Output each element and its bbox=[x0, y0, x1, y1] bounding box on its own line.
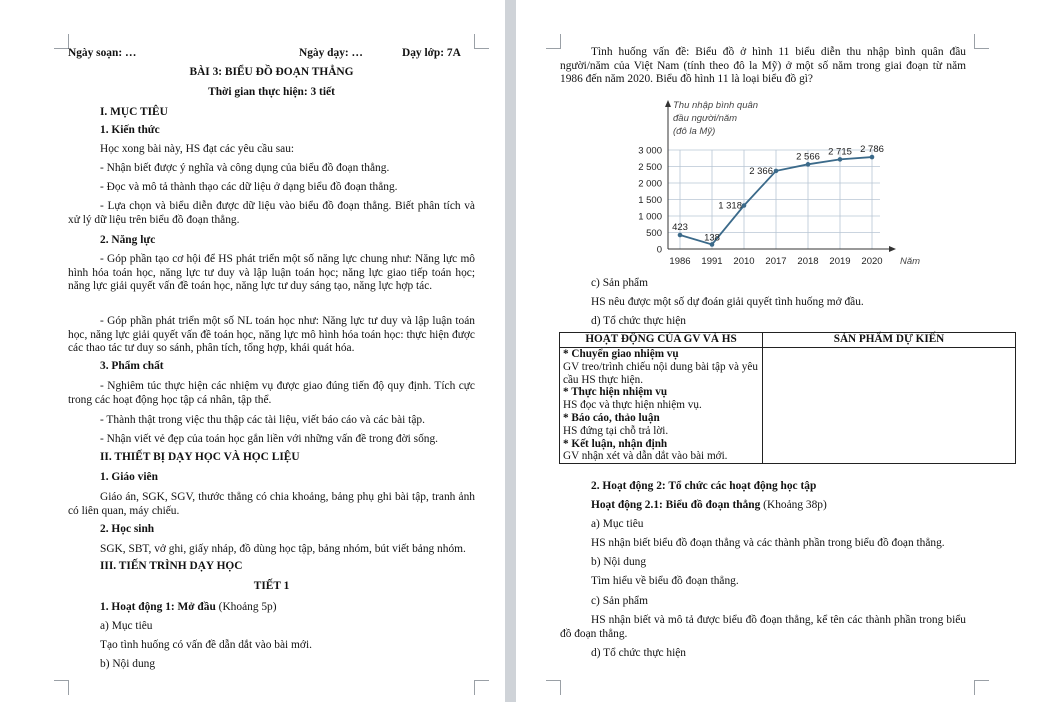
x-axis-arrow bbox=[889, 246, 896, 252]
crop-mark bbox=[474, 680, 489, 695]
activity-heading bbox=[591, 499, 827, 513]
data-label: 1 318 bbox=[718, 200, 742, 212]
data-label: 138 bbox=[704, 232, 720, 244]
item-label: d) Tổ chức thực hiện bbox=[591, 647, 687, 659]
x-tick-label: 2019 bbox=[829, 256, 851, 267]
x-tick-label: 1986 bbox=[669, 256, 691, 267]
item-label: c) Sản phẩm bbox=[591, 277, 648, 289]
y-axis-label: (đô la Mỹ) bbox=[673, 126, 716, 137]
paragraph: HS nhận biết biểu đồ đoạn thẳng và các thành phần trong biểu đồ đoạn thẳng. bbox=[591, 537, 945, 549]
activity-heading bbox=[100, 601, 277, 615]
crop-mark bbox=[974, 34, 989, 49]
document-page-right bbox=[516, 0, 1039, 702]
step-text: GV nhận xét và dẫn dắt vào bài mới. bbox=[563, 450, 728, 463]
list-item: - Góp phần phát triển một số NL toán học như: Năng lực tư duy và lập luận toán học, năng lực giải quyết vấn đề toán học, năng lực mô hình hóa toán học: thực hiện được các thao tác tư duy so sánh, phân tích, tổng hợp, khái quát hóa. bbox=[68, 315, 475, 354]
prep-date: Ngày soạn: … bbox=[68, 47, 137, 59]
paragraph: Học xong bài này, HS đạt các yêu cầu sau: bbox=[100, 143, 295, 155]
y-axis-label: đầu người/năm bbox=[673, 113, 738, 124]
subsection-heading: 2. Năng lực bbox=[100, 234, 156, 246]
data-label: 2 566 bbox=[796, 151, 820, 163]
crop-mark bbox=[54, 680, 69, 695]
activity-heading: 2. Hoạt động 2: Tổ chức các hoạt động học tập bbox=[591, 480, 817, 492]
activity-time: (Khoảng 5p) bbox=[215, 601, 277, 613]
lesson-title: BÀI 3: BIỂU ĐỒ ĐOẠN THẲNG bbox=[189, 66, 354, 78]
y-tick-label: 500 bbox=[646, 228, 662, 239]
step-text: HS đứng tại chỗ trả lời. bbox=[563, 424, 669, 437]
teach-date: Ngày dạy: … bbox=[299, 47, 363, 59]
income-line-chart bbox=[608, 96, 921, 268]
list-item: - Nhận biết được ý nghĩa và công dụng của biểu đồ đoạn thẳng. bbox=[100, 162, 390, 174]
paragraph: Tìm hiểu về biểu đồ đoạn thẳng. bbox=[591, 575, 739, 587]
step-title: * Chuyển giao nhiệm vụ bbox=[563, 348, 679, 360]
table-header: SẢN PHẨM DỰ KIẾN bbox=[763, 333, 1016, 348]
data-label: 423 bbox=[672, 222, 688, 234]
list-item: - Thành thật trong việc thu thập các tài liệu, viết báo cáo và các bài tập. bbox=[100, 414, 425, 426]
period-title: TIẾT 1 bbox=[253, 580, 290, 592]
activity-time: (Khoảng 38p) bbox=[760, 499, 827, 511]
data-label: 2 715 bbox=[828, 146, 852, 158]
x-tick-label: 2018 bbox=[797, 256, 819, 267]
data-point bbox=[678, 233, 683, 238]
step-title: * Báo cáo, thảo luận bbox=[563, 411, 660, 424]
lesson-duration: Thời gian thực hiện: 3 tiết bbox=[208, 86, 335, 98]
section-heading: III. TIẾN TRÌNH DẠY HỌC bbox=[100, 560, 243, 572]
list-item: - Lựa chọn và biểu diễn được dữ liệu vào biểu đồ đoạn thẳng. Biết phân tích và xử lý dữ liệu trên biểu đồ đoạn thẳng. bbox=[68, 200, 475, 226]
crop-mark bbox=[546, 34, 561, 49]
table-cell-empty bbox=[763, 348, 1016, 464]
table-row bbox=[560, 348, 1016, 464]
item-label: c) Sản phẩm bbox=[591, 595, 648, 607]
x-tick-label: 2020 bbox=[861, 256, 883, 267]
step-text: GV treo/trình chiếu nội dung bài tập và yêu cầu HS thực hiện. bbox=[563, 360, 758, 386]
crop-mark bbox=[54, 34, 69, 49]
activity-title: Hoạt động 2.1: Biểu đồ đoạn thẳng bbox=[591, 499, 761, 511]
situation-paragraph: Tình huống vấn đề: Biểu đồ ở hình 11 biểu diễn thu nhập bình quân đầu người/năm của Việt Nam (tính theo đô la Mỹ) ở một số năm trong giai đoạn từ năm 1986 đến năm 2020. Biểu đồ hình 11 là loại biểu đồ gì? bbox=[560, 46, 966, 85]
x-tick-label: 2010 bbox=[733, 256, 755, 267]
step-title: * Thực hiện nhiệm vụ bbox=[563, 386, 668, 399]
item-label: b) Nội dung bbox=[591, 556, 647, 568]
data-point bbox=[806, 162, 811, 167]
subsection-heading: 2. Học sinh bbox=[100, 523, 155, 535]
paragraph: Giáo án, SGK, SGV, thước thẳng có chia khoảng, bảng phụ ghi bài tập, tranh ảnh có liên quan, máy chiếu. bbox=[68, 491, 475, 517]
subsection-heading: 1. Kiến thức bbox=[100, 124, 160, 136]
step-title: * Kết luận, nhận định bbox=[563, 437, 668, 450]
activity-table bbox=[559, 332, 1016, 464]
list-item: - Nghiêm túc thực hiện các nhiệm vụ được giao đúng tiến độ quy định. Tích cực trong các hoạt động học tập cá nhân, tập thể. bbox=[68, 380, 475, 406]
section-heading: I. MỤC TIÊU bbox=[100, 106, 168, 118]
document-page-left bbox=[0, 0, 505, 702]
x-axis-label: Năm bbox=[900, 256, 921, 267]
table-header-row bbox=[560, 333, 1016, 348]
data-label: 2 366 bbox=[749, 165, 773, 177]
y-axis-arrow bbox=[665, 100, 671, 107]
paragraph: SGK, SBT, vở ghi, giấy nháp, đồ dùng học tập, bảng nhóm, bút viết bảng nhóm. bbox=[100, 543, 466, 555]
crop-mark bbox=[546, 680, 561, 695]
y-axis-label: Thu nhập bình quân bbox=[673, 100, 759, 111]
section-heading: II. THIẾT BỊ DẠY HỌC VÀ HỌC LIỆU bbox=[100, 451, 300, 463]
subsection-heading: 1. Giáo viên bbox=[100, 471, 158, 483]
y-tick-label: 2 500 bbox=[638, 162, 662, 173]
data-point bbox=[742, 203, 747, 208]
y-tick-label: 0 bbox=[656, 244, 662, 256]
table-cell bbox=[560, 348, 763, 464]
crop-mark bbox=[974, 680, 989, 695]
y-tick-label: 2 000 bbox=[638, 178, 662, 190]
data-point bbox=[838, 157, 843, 162]
item-label: a) Mục tiêu bbox=[100, 620, 153, 632]
y-tick-label: 3 000 bbox=[638, 145, 662, 157]
table-header: HOẠT ĐỘNG CỦA GV VÀ HS bbox=[560, 333, 763, 348]
item-label: d) Tổ chức thực hiện bbox=[591, 315, 687, 327]
y-tick-label: 1 000 bbox=[638, 211, 662, 223]
data-label: 2 786 bbox=[860, 144, 884, 156]
item-label: b) Nội dung bbox=[100, 658, 156, 670]
data-point bbox=[870, 155, 875, 160]
crop-mark bbox=[474, 34, 489, 49]
list-item: - Nhận viết vẻ đẹp của toán học gắn liền với những vấn đề trong đời sống. bbox=[100, 433, 439, 445]
list-item: - Đọc và mô tả thành thạo các dữ liệu ở dạng biểu đồ đoạn thẳng. bbox=[100, 181, 398, 193]
item-label: a) Mục tiêu bbox=[591, 518, 644, 530]
paragraph: HS nhận biết và mô tả được biểu đồ đoạn thẳng, kể tên các thành phần trong biểu đồ đoạn thẳng. bbox=[560, 614, 966, 640]
paragraph: Tạo tình huống có vấn đề dẫn dắt vào bài mới. bbox=[100, 639, 312, 651]
step-text: HS đọc và thực hiện nhiệm vụ. bbox=[563, 399, 702, 412]
subsection-heading: 3. Phẩm chất bbox=[100, 360, 164, 372]
data-point bbox=[774, 169, 779, 174]
class-label: Dạy lớp: 7A bbox=[402, 47, 461, 59]
y-tick-label: 1 500 bbox=[638, 195, 662, 206]
paragraph: HS nêu được một số dự đoán giải quyết tình huống mở đầu. bbox=[591, 296, 864, 308]
list-item: - Góp phần tạo cơ hội để HS phát triển một số năng lực chung như: Năng lực mô hình hóa toán học, năng lực tư duy và lập luận toán học; năng lực giao tiếp toán học; năng lực giải quyết vấn đề toán học, năng lực tư duy sáng tạo, năng lực hợp tác. bbox=[68, 253, 475, 292]
x-tick-label: 1991 bbox=[701, 256, 723, 267]
activity-title: 1. Hoạt động 1: Mở đầu bbox=[100, 601, 216, 613]
x-tick-label: 2017 bbox=[765, 256, 787, 267]
